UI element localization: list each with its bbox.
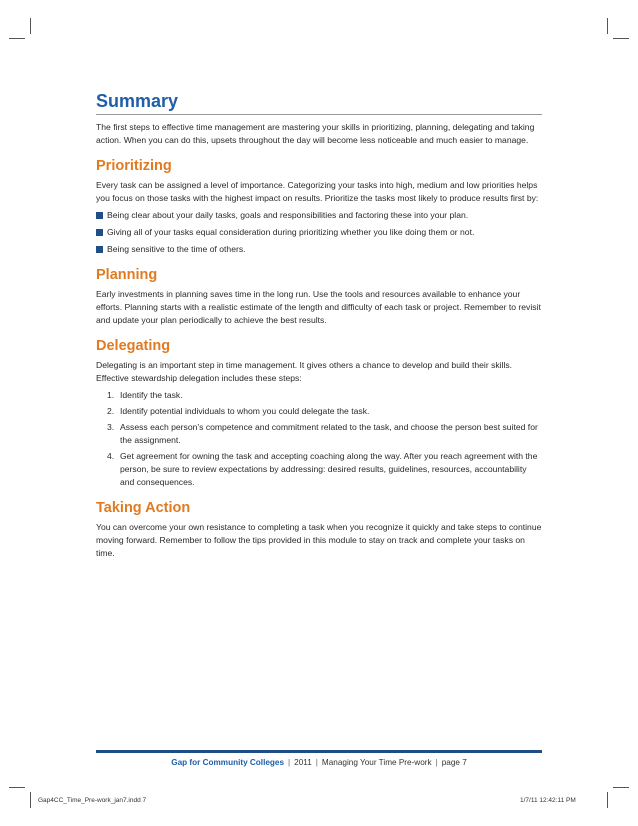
footer-separator: |: [288, 758, 291, 767]
footer-rule: [96, 750, 542, 753]
list-item: Being sensitive to the time of others.: [96, 243, 542, 256]
page-content: [96, 90, 542, 564]
crop-mark: [607, 18, 608, 34]
footer-separator: |: [435, 758, 438, 767]
planning-heading: Planning: [96, 267, 158, 283]
list-item: Being clear about your daily tasks, goals and responsibilities and factoring these into your plan.: [96, 209, 542, 222]
crop-mark: [607, 792, 608, 808]
summary-title: Summary: [96, 91, 179, 111]
prioritizing-text: Every task can be assigned a level of importance. Categorizing your tasks into high, medium and low priorities helps you focus on those tasks with the highest impact on results. Prioritize the tasks most likely to produce results first by:: [96, 180, 539, 203]
prioritizing-list: [96, 209, 542, 256]
list-item: 3. Assess each person’s competence and commitment related to the task, and choose the person best suited for the assignment.: [107, 422, 538, 445]
list-item: 4. Get agreement for owning the task and accepting coaching along the way. After you reach agreement with the person, be sure to review expectations by addressing: desired results, guidelines, resources, accountability and consequences.: [107, 451, 538, 487]
list-item: 2. Identify potential individuals to whom you could delegate the task.: [107, 406, 370, 416]
footer-page-number: page 7: [441, 758, 467, 767]
taking-action-text: You can overcome your own resistance to completing a task when you recognize it quickly and take steps to continue moving forward. Remember to follow the tips provided in this module to stay on track and complete your tasks on time.: [96, 522, 542, 558]
square-bullet-icon: [96, 246, 103, 253]
delegating-heading: Delegating: [96, 338, 171, 354]
footer-module: Managing Your Time Pre-work: [321, 758, 432, 767]
title-rule: [96, 114, 542, 115]
planning-text: Early investments in planning saves time in the long run. Use the tools and resources available to enhance your efforts. Planning starts with a realistic estimate of the length and difficulty of each task or project. Remember to revisit and update your plan periodically to achieve the best results.: [96, 289, 541, 325]
crop-mark: [613, 38, 629, 39]
square-bullet-icon: [96, 229, 103, 236]
footer-separator: |: [315, 758, 318, 767]
list-item: Giving all of your tasks equal consideration during prioritizing whether you like doing them or not.: [96, 226, 542, 239]
summary-text: The first steps to effective time management are mastering your skills in prioritizing, planning, delegating and taking action. When you can do this, upsets throughout the day will become less noticeable and much easier to manage.: [96, 122, 535, 145]
delegating-steps: [96, 389, 542, 489]
crop-mark: [9, 787, 25, 788]
delegating-text: Delegating is an important step in time management. It gives others a chance to develop and build their skills. Effective stewardship delegation includes these steps:: [96, 360, 513, 383]
slug-timestamp: 1/7/11 12:42:11 PM: [520, 797, 576, 804]
crop-mark: [9, 38, 25, 39]
crop-mark: [613, 787, 629, 788]
page-footer: [96, 758, 542, 767]
taking-action-heading: Taking Action: [96, 500, 191, 516]
footer-year: 2011: [294, 758, 312, 767]
square-bullet-icon: [96, 212, 103, 219]
crop-mark: [30, 18, 31, 34]
prioritizing-heading: Prioritizing: [96, 158, 172, 174]
list-item: 1. Identify the task.: [107, 390, 183, 400]
crop-mark: [30, 792, 31, 808]
slug-filename: Gap4CC_Time_Pre-work_jan7.indd 7: [38, 797, 147, 804]
footer-brand: Gap for Community Colleges: [171, 758, 285, 767]
